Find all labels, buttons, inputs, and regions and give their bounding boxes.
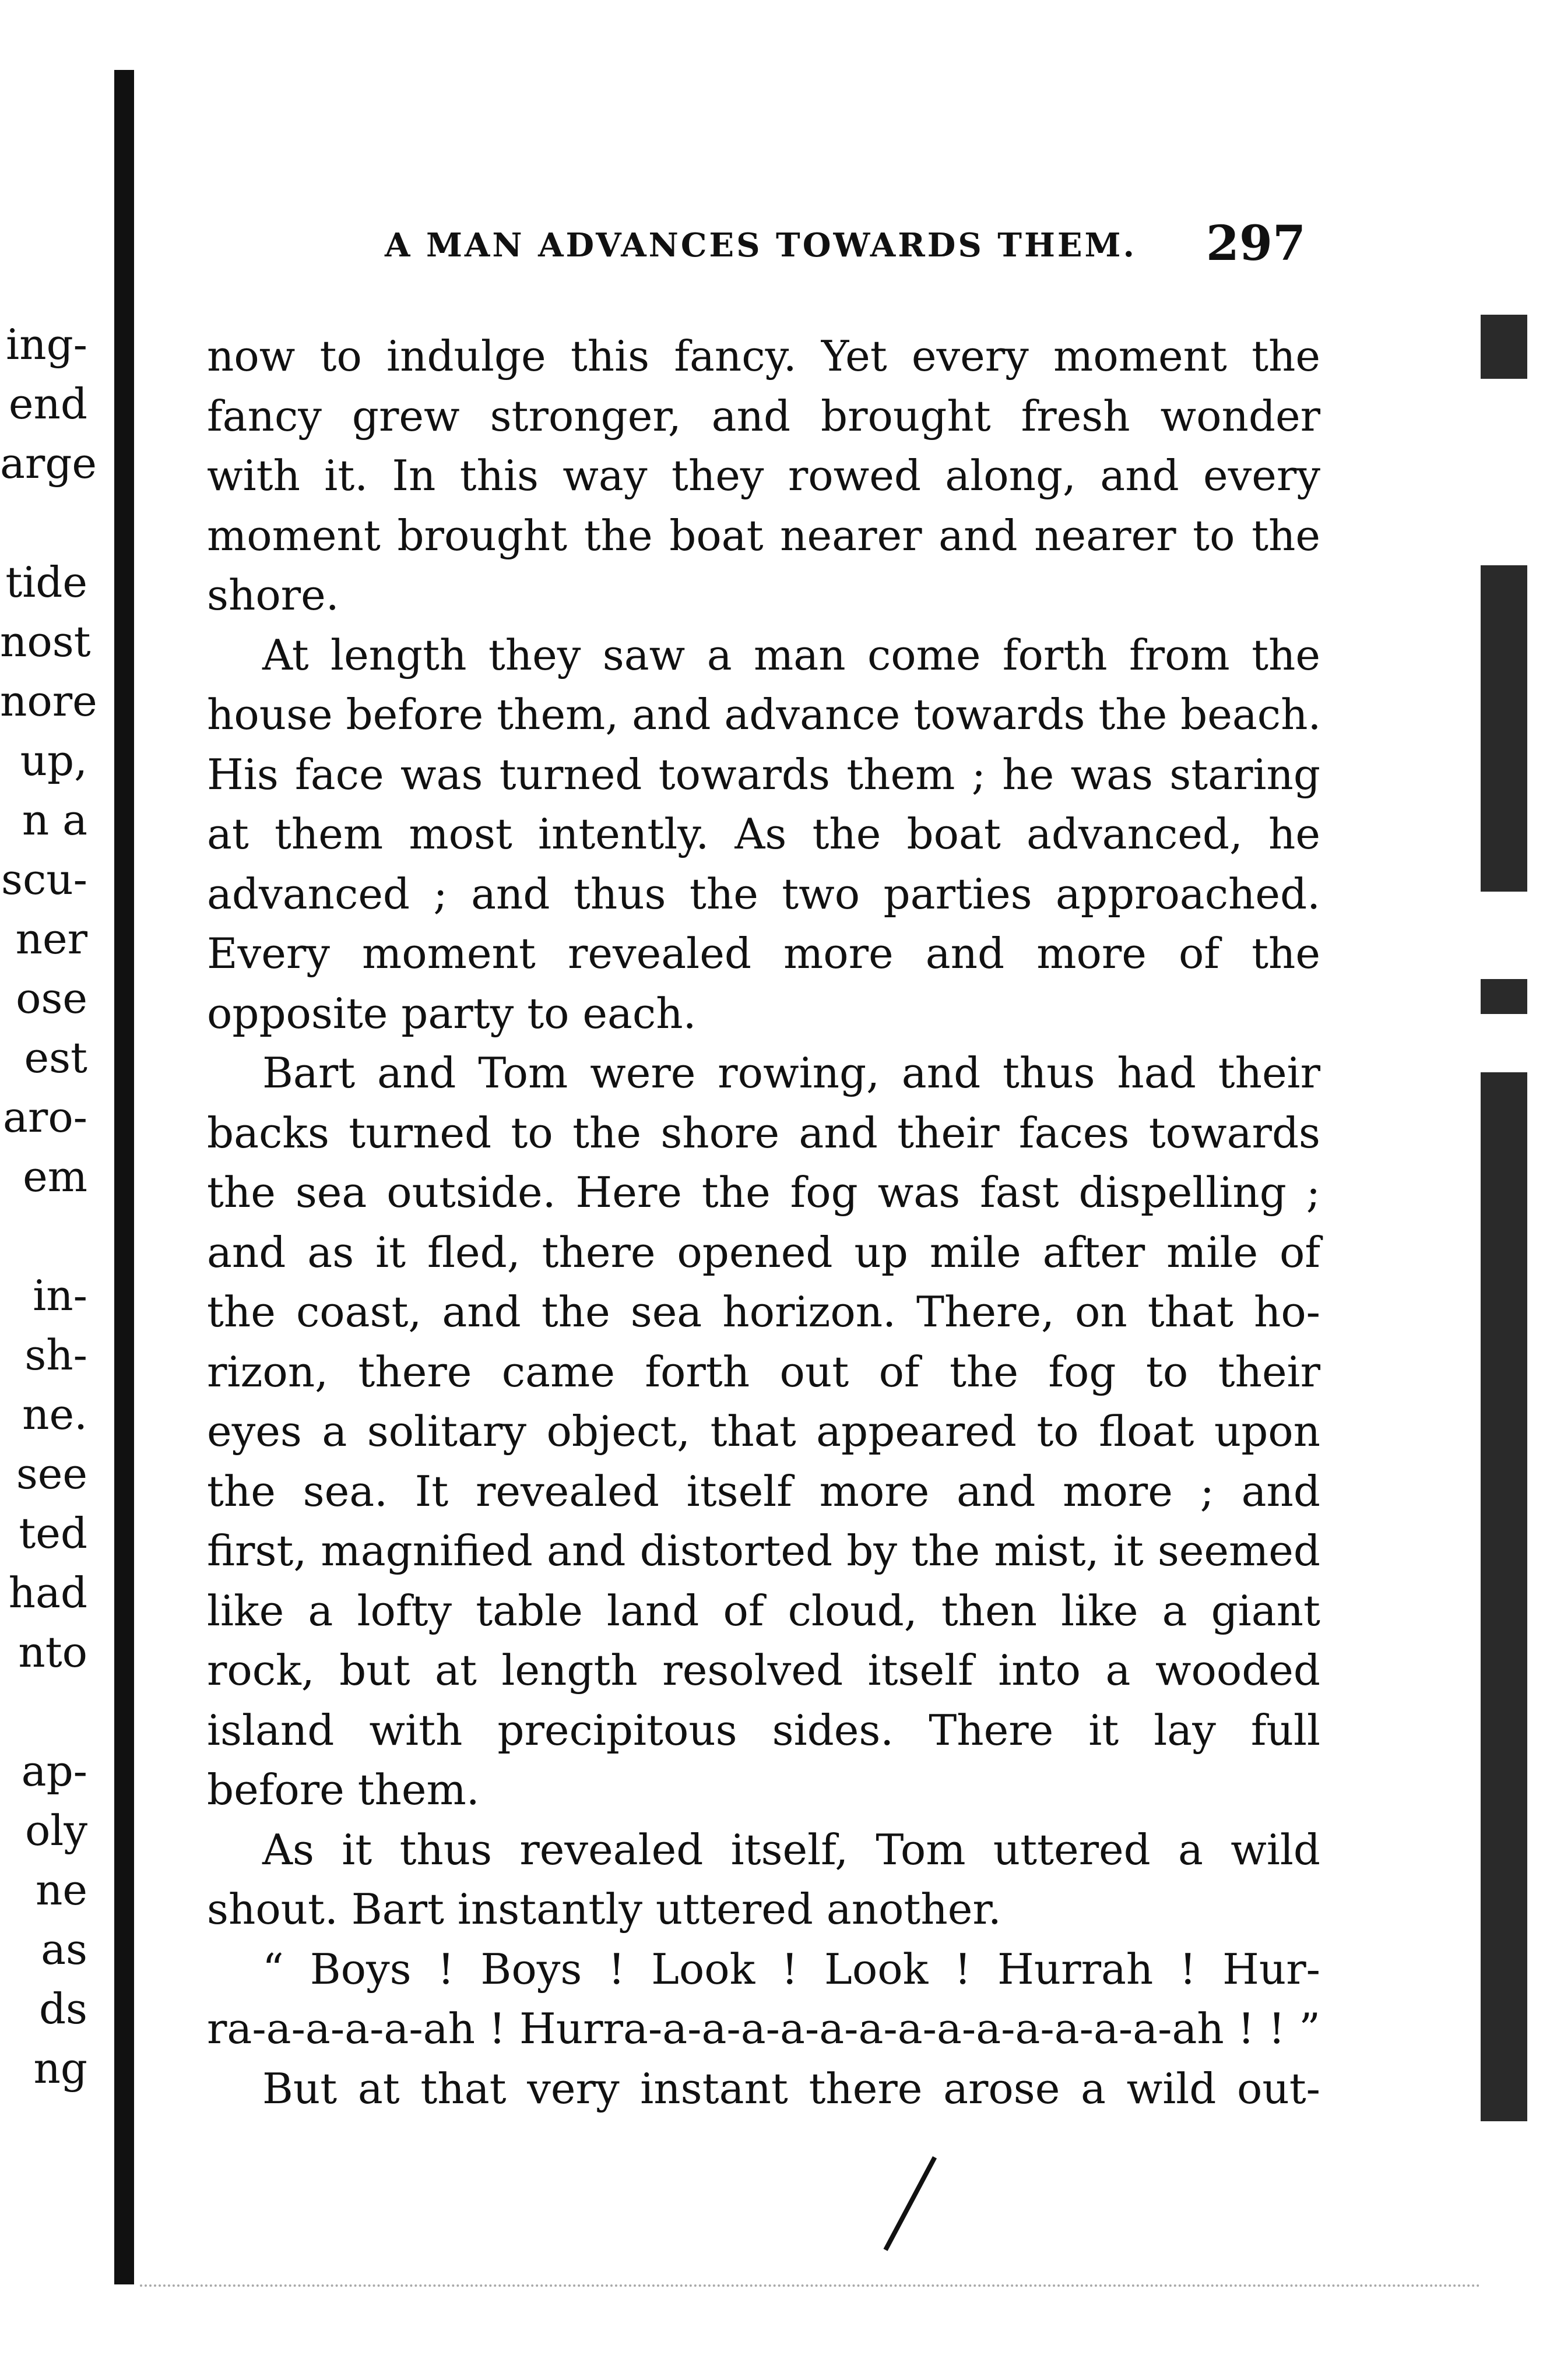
- fragment-line: scu-: [1, 855, 87, 904]
- text-line: Every moment revealed more and more of the: [207, 929, 1320, 978]
- fragment-line: nto: [18, 1628, 87, 1677]
- text-line: But at that very instant there arose a wild out-: [262, 2064, 1320, 2113]
- text-line: like a lofty table land of cloud, then like a giant: [207, 1586, 1320, 1635]
- text-line: backs turned to the shore and their faces towards: [207, 1108, 1320, 1157]
- fragment-line: as: [41, 1925, 87, 1974]
- text-line: the sea. It revealed itself more and more ; and: [207, 1466, 1320, 1516]
- fragment-line: ap-: [21, 1747, 87, 1795]
- fragment-line: tide: [5, 558, 87, 607]
- fragment-line: arge: [0, 439, 97, 488]
- fragment-line: n a: [22, 795, 87, 844]
- text-line: At length they saw a man come forth from the: [262, 630, 1320, 680]
- text-line: His face was turned towards them ; he was staring: [207, 749, 1320, 799]
- fragment-line: ne: [36, 1865, 87, 1914]
- pen-mark: [883, 2156, 937, 2251]
- text-line: the sea outside. Here the fog was fast dispelling ;: [207, 1168, 1320, 1217]
- text-line: Bart and Tom were rowing, and thus had their: [262, 1048, 1320, 1097]
- fragment-line: ng: [33, 2044, 87, 2093]
- fragment-line: in-: [33, 1271, 87, 1320]
- fragment-line: sh-: [24, 1330, 87, 1379]
- fragment-line: ner: [15, 914, 87, 963]
- text-line: first, magnified and distorted by the mist, it seemed: [207, 1526, 1320, 1575]
- text-line: before them.: [207, 1765, 480, 1814]
- running-head: [210, 216, 1306, 280]
- running-head-title: A MAN ADVANCES TOWARDS THEM.: [385, 226, 1137, 265]
- fragment-line: end: [8, 379, 87, 428]
- text-line: and as it fled, there opened up mile after mile of: [207, 1227, 1320, 1277]
- fragment-line: nore: [0, 677, 97, 726]
- fragment-line: [0, 1682, 87, 1741]
- text-line: As it thus revealed itself, Tom uttered a wild: [262, 1825, 1320, 1874]
- scan-speck: [1481, 565, 1527, 892]
- fragment-line: nost: [0, 617, 91, 666]
- fragment-line: aro-: [2, 1093, 87, 1142]
- text-line: fancy grew stronger, and brought fresh wonder: [207, 391, 1320, 441]
- scan-edge-artifacts: [1469, 70, 1527, 2319]
- text-line: with it. In this way they rowed along, and every: [207, 451, 1320, 500]
- fragment-line: up,: [20, 736, 87, 785]
- text-line: shore.: [207, 571, 339, 619]
- text-line: now to indulge this fancy. Yet every moment the: [207, 332, 1320, 381]
- fragment-line: em: [23, 1152, 87, 1201]
- text-line: ra-a-a-a-a-ah ! Hurra-a-a-a-a-a-a-a-a-a-a-a-a-a-ah ! ! ”: [207, 2004, 1320, 2053]
- fragment-line: ose: [16, 974, 87, 1023]
- text-line: the coast, and the sea horizon. There, on that ho-: [207, 1287, 1320, 1336]
- scan-bottom-noise: [140, 2261, 1481, 2287]
- fragment-line: ing-: [6, 320, 87, 369]
- text-line: rizon, there came forth out of the fog to their: [207, 1347, 1320, 1396]
- page-number: 297: [1205, 216, 1306, 272]
- facing-page-fragments: [0, 315, 97, 2098]
- scan-speck: [1481, 1072, 1527, 2121]
- fragment-line: ds: [38, 1984, 87, 2033]
- body-text: [207, 326, 1320, 2118]
- fragment-line: ne.: [22, 1390, 87, 1439]
- text-line: rock, but at length resolved itself into a wooded: [207, 1646, 1320, 1695]
- text-line: moment brought the boat nearer and nearer to the: [207, 510, 1320, 560]
- fragment-line: [0, 493, 87, 552]
- fragment-line: [0, 1206, 87, 1266]
- fragment-line: had: [8, 1568, 87, 1617]
- fragment-line: ted: [19, 1509, 87, 1558]
- fragment-line: est: [24, 1033, 87, 1082]
- text-line: island with precipitous sides. There it lay full: [207, 1705, 1320, 1755]
- text-line: advanced ; and thus the two parties approached.: [207, 869, 1320, 918]
- text-line: opposite party to each.: [207, 988, 697, 1038]
- scan-speck: [1481, 979, 1527, 1014]
- text-line: eyes a solitary object, that appeared to float upon: [207, 1407, 1320, 1456]
- text-line: at them most intently. As the boat advanced, he: [207, 809, 1320, 858]
- scan-speck: [1481, 315, 1527, 379]
- fragment-line: oly: [24, 1806, 87, 1855]
- binding-rule: [114, 70, 134, 2284]
- text-line: house before them, and advance towards the beach.: [207, 690, 1321, 739]
- text-line: shout. Bart instantly uttered another.: [207, 1885, 1001, 1934]
- text-line: “ Boys ! Boys ! Look ! Look ! Hurrah ! Hur-: [262, 1944, 1320, 1994]
- fragment-line: see: [16, 1449, 87, 1498]
